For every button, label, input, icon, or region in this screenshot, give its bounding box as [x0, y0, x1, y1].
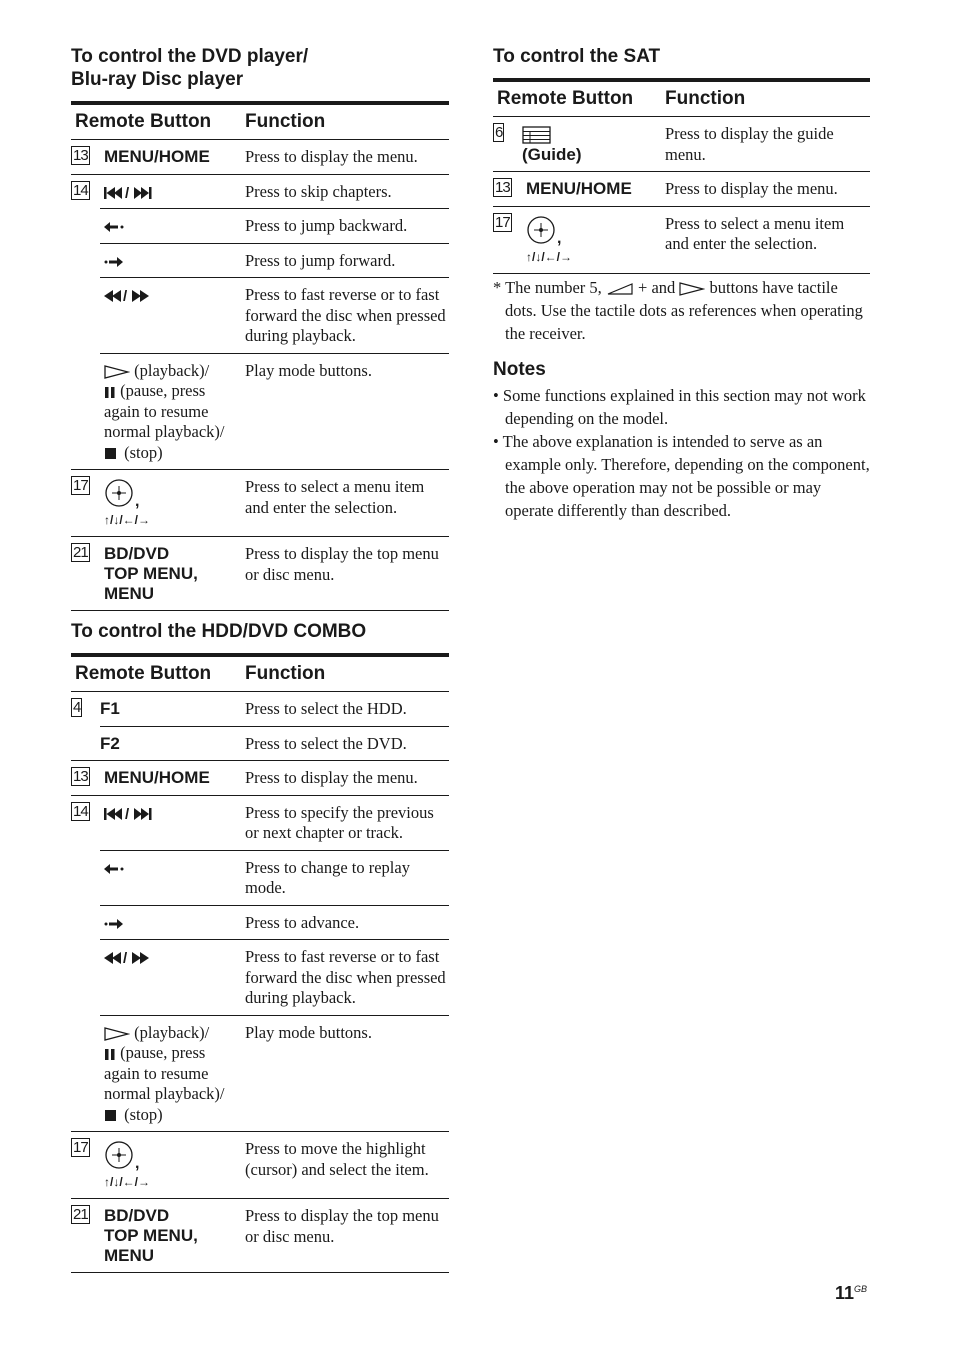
function-text: Press to change to replay mode. — [240, 850, 449, 905]
notes-heading: Notes — [493, 359, 546, 380]
table-row — [71, 470, 449, 537]
page-suffix: GB — [854, 1284, 868, 1294]
button-number: 17 — [73, 477, 88, 494]
stop-icon — [104, 447, 120, 460]
button-number: 4 — [73, 699, 81, 716]
footnote-text: * The number 5, — [493, 278, 602, 297]
play-icon — [104, 365, 130, 379]
list-item: • The above explanation is intended to serve as an example only. Therefore, depending on the component, the above operation may not be possible or may operate differently than described. — [493, 432, 870, 520]
table-row — [71, 537, 449, 611]
play-icon — [679, 282, 705, 296]
replay-icon — [104, 221, 126, 233]
button-label: MENU/HOME — [104, 768, 210, 787]
svg-text:/: / — [123, 951, 128, 966]
button-number: 17 — [495, 213, 510, 231]
svg-text:/: / — [125, 185, 130, 200]
button-number: 21 — [73, 1206, 88, 1223]
function-text: Press to jump forward. — [240, 243, 449, 278]
function-text: Play mode buttons. — [245, 360, 372, 380]
list-item: • Some functions explained in this section may not work depending on the model. — [493, 386, 866, 428]
sat-section-title: To control the SAT — [493, 46, 661, 67]
combo-section-title: To control the HDD/DVD COMBO — [71, 621, 367, 642]
table-row — [71, 761, 449, 796]
table-row — [71, 905, 449, 940]
footnote-text: + and — [638, 278, 676, 297]
note-text: The above explanation is intended to serve as an example only. Therefore, depending on the component, the above operation may not be possible or may operate differently than described. — [502, 432, 870, 520]
footnote — [493, 276, 870, 345]
button-label: BD/DVD — [104, 544, 170, 563]
button-number: 13 — [73, 768, 88, 785]
table-row — [71, 243, 449, 278]
table-row — [71, 1199, 449, 1273]
function-text: Press to specify the previous or next chapter or track. — [240, 795, 449, 850]
function-text: Press to move the highlight (cursor) and select the item. — [245, 1139, 429, 1179]
table-row — [71, 1132, 449, 1199]
play-icon — [104, 1027, 130, 1041]
table-row — [71, 850, 449, 905]
button-label: F1 — [100, 699, 120, 718]
button-number: 6 — [495, 124, 503, 141]
function-text: Press to display the top menu or disc menu. — [245, 544, 439, 584]
button-label: BD/DVD — [104, 1206, 170, 1225]
button-label: TOP MENU, — [104, 564, 198, 583]
advance-icon — [104, 918, 126, 930]
function-text: Play mode buttons. — [245, 1022, 372, 1042]
button-number: 17 — [73, 1139, 88, 1156]
playback-label: (playback)/ — [134, 1022, 210, 1042]
enter-button-icon — [104, 477, 140, 509]
function-text: Press to jump backward. — [240, 209, 449, 244]
button-number: 14 — [73, 802, 88, 820]
button-number: 21 — [73, 544, 88, 561]
button-label: F2 — [100, 733, 120, 753]
function-header: Function — [245, 663, 326, 684]
table-row — [71, 174, 449, 209]
function-text: Press to fast reverse or to fast forward the disc when pressed during playback. — [240, 278, 449, 354]
stop-icon — [104, 1109, 120, 1122]
volume-plus-icon — [606, 282, 634, 296]
sat-table — [493, 78, 870, 274]
arrow-buttons-icon: ↑/↓/←/→ — [104, 513, 151, 527]
table-row — [71, 692, 449, 727]
table-row — [71, 140, 449, 175]
table-row — [71, 278, 449, 354]
function-text: Press to select a menu item and enter the selection. — [665, 213, 845, 253]
function-header: Function — [665, 88, 746, 109]
function-text: Press to advance. — [240, 905, 449, 940]
remote-button-header: Remote Button — [497, 88, 634, 109]
prev-next-icon — [104, 807, 178, 821]
enter-button-icon — [526, 214, 562, 246]
pause-icon — [104, 386, 116, 399]
stop-label: (stop) — [124, 442, 163, 462]
function-text: Press to display the guide menu. — [665, 124, 834, 164]
page-number: $11^{GB}$ — [835, 1283, 868, 1303]
combo-table — [71, 653, 449, 1273]
svg-text:/: / — [123, 289, 128, 304]
dvd-table — [71, 101, 449, 611]
table-row — [493, 117, 870, 172]
playback-label: (playback)/ — [134, 360, 210, 380]
function-text: Press to select the DVD. — [245, 733, 407, 753]
pause-icon — [104, 1048, 116, 1061]
guide-icon — [522, 126, 552, 144]
table-row — [71, 1015, 449, 1132]
function-text: Press to display the menu. — [665, 179, 838, 198]
svg-text:/: / — [125, 806, 130, 821]
remote-button-header: Remote Button — [75, 663, 212, 684]
function-text: Press to select a menu item and enter the selection. — [245, 477, 425, 517]
rewind-fastforward-icon — [104, 289, 174, 303]
function-text: Press to fast reverse or to fast forward the disc when pressed during playback. — [240, 940, 449, 1016]
remote-button-header: Remote Button — [75, 111, 212, 132]
replay-icon — [104, 863, 126, 875]
button-label: (Guide) — [522, 144, 582, 164]
stop-label: (stop) — [124, 1104, 163, 1124]
table-row — [71, 353, 449, 470]
button-label: MENU — [104, 584, 155, 603]
button-number: 13 — [73, 147, 88, 164]
enter-button-icon — [104, 1139, 140, 1171]
button-number: 14 — [73, 181, 88, 199]
rewind-fastforward-icon — [104, 951, 174, 965]
table-row — [493, 206, 870, 273]
table-row — [493, 172, 870, 207]
function-text: Press to display the menu. — [245, 768, 418, 787]
svg-text:,: , — [557, 229, 562, 246]
advance-icon — [104, 256, 126, 268]
function-text: Press to display the menu. — [245, 147, 418, 166]
pause-label: (pause, press again to resume normal playback)/ — [104, 381, 225, 441]
function-text: Press to select the HDD. — [240, 692, 449, 727]
function-header: Function — [245, 111, 326, 132]
function-text: Press to display the top menu or disc menu. — [245, 1206, 439, 1246]
svg-text:,: , — [135, 1155, 140, 1171]
table-row — [71, 726, 449, 761]
arrow-buttons-icon: ↑/↓/←/→ — [526, 249, 573, 264]
table-row — [71, 795, 449, 850]
table-row — [71, 209, 449, 244]
pause-label: (pause, press again to resume normal playback)/ — [104, 1043, 225, 1103]
function-text: Press to skip chapters. — [240, 174, 449, 209]
arrow-buttons-icon: ↑/↓/←/→ — [104, 1175, 151, 1189]
prev-next-icon — [104, 186, 178, 200]
button-number: 13 — [495, 179, 510, 196]
table-row — [71, 940, 449, 1016]
notes-list — [493, 384, 873, 522]
dvd-section-title: To control the DVD player/ Blu-ray Disc player — [71, 46, 309, 90]
button-label: MENU/HOME — [104, 147, 210, 166]
button-label: MENU/HOME — [526, 179, 632, 198]
button-label: TOP MENU, — [104, 1226, 198, 1245]
button-label: MENU — [104, 1246, 155, 1265]
svg-text:,: , — [135, 493, 140, 509]
note-text: Some functions explained in this section may not work depending on the model. — [502, 386, 866, 428]
footnote-text: buttons have tactile dots. Use the tactile dots as references when operating the receiver. — [505, 278, 863, 343]
